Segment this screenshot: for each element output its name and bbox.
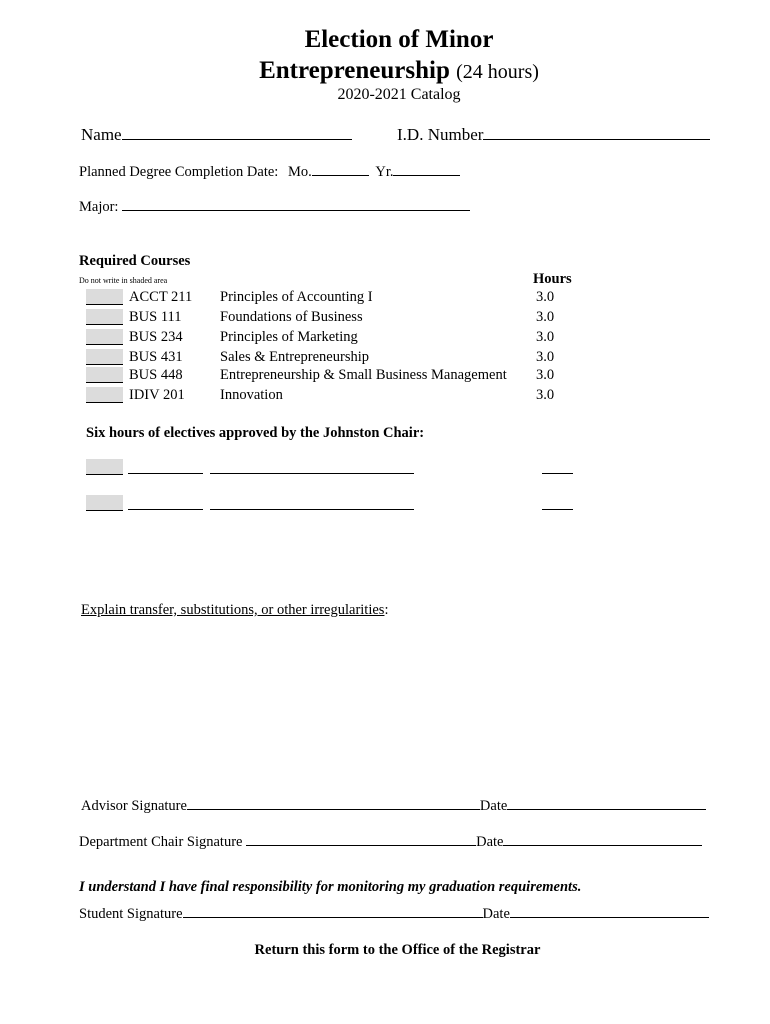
id-row bbox=[397, 125, 710, 145]
course-code: BUS 234 bbox=[129, 329, 183, 345]
month-field[interactable] bbox=[312, 175, 369, 176]
student-signature-row bbox=[79, 906, 709, 923]
course-hours: 3.0 bbox=[536, 367, 555, 383]
advisor-signature-row bbox=[81, 798, 706, 815]
electives-heading: Six hours of electives approved by the Johnston Chair: bbox=[86, 425, 425, 441]
shaded-box bbox=[86, 387, 123, 403]
year-label: Yr. bbox=[375, 164, 394, 180]
irregularities-colon: : bbox=[384, 602, 389, 618]
minor-title: Entrepreneurship bbox=[259, 57, 450, 84]
course-hours: 3.0 bbox=[536, 329, 555, 345]
name-row bbox=[81, 125, 352, 145]
date-label: Date bbox=[479, 798, 508, 814]
shaded-box bbox=[86, 459, 123, 475]
shaded-box bbox=[86, 349, 123, 365]
shaded-box bbox=[86, 309, 123, 325]
elective-code-field[interactable] bbox=[128, 473, 203, 474]
student-date-field[interactable] bbox=[510, 917, 709, 918]
elective-code-field[interactable] bbox=[128, 509, 203, 510]
required-courses-heading: Required Courses bbox=[79, 253, 191, 269]
course-code: BUS 448 bbox=[129, 367, 183, 383]
catalog-year: 2020-2021 Catalog bbox=[337, 86, 461, 103]
id-number-field[interactable] bbox=[483, 139, 710, 140]
advisor-date-field[interactable] bbox=[507, 809, 706, 810]
course-code: IDIV 201 bbox=[129, 387, 185, 403]
minor-name bbox=[0, 57, 770, 85]
chair-signature-field[interactable] bbox=[246, 845, 476, 846]
advisor-signature-label: Advisor Signature bbox=[81, 798, 187, 814]
chair-signature-label: Department Chair Signature bbox=[79, 834, 243, 850]
shaded-box bbox=[86, 329, 123, 345]
name-label: Name bbox=[81, 125, 122, 144]
return-instructions: Return this form to the Office of the Registrar bbox=[254, 942, 541, 958]
completion-row bbox=[79, 164, 460, 181]
course-title: Principles of Accounting I bbox=[220, 289, 373, 305]
hours-header: Hours bbox=[533, 271, 572, 287]
minor-hours: (24 hours) bbox=[456, 61, 539, 83]
major-label: Major: bbox=[79, 199, 119, 215]
chair-date-field[interactable] bbox=[503, 845, 702, 846]
month-label: Mo. bbox=[287, 164, 312, 180]
name-field[interactable] bbox=[122, 139, 352, 140]
responsibility-statement: I understand I have final responsibility for monitoring my graduation requirements. bbox=[79, 879, 582, 895]
date-label: Date bbox=[482, 906, 510, 922]
student-signature-label: Student Signature bbox=[79, 906, 183, 922]
course-title: Innovation bbox=[220, 387, 283, 403]
course-hours: 3.0 bbox=[536, 387, 555, 403]
irregularities-row bbox=[81, 602, 388, 619]
shaded-box bbox=[86, 495, 123, 511]
shaded-box bbox=[86, 289, 123, 305]
shaded-box bbox=[86, 367, 123, 383]
course-code: BUS 431 bbox=[129, 349, 183, 365]
major-field[interactable] bbox=[122, 210, 470, 211]
course-title: Foundations of Business bbox=[220, 309, 363, 325]
course-hours: 3.0 bbox=[536, 289, 555, 305]
chair-signature-row bbox=[79, 834, 702, 851]
completion-label: Planned Degree Completion Date: bbox=[79, 164, 279, 180]
elective-title-field[interactable] bbox=[210, 509, 414, 510]
id-label: I.D. Number bbox=[397, 125, 484, 144]
irregularities-label: Explain transfer, substitutions, or other irregularities bbox=[81, 602, 385, 618]
elective-hours-field[interactable] bbox=[542, 473, 573, 474]
course-hours: 3.0 bbox=[536, 309, 555, 325]
course-code: ACCT 211 bbox=[129, 289, 193, 305]
major-row bbox=[79, 199, 470, 216]
course-title: Principles of Marketing bbox=[220, 329, 358, 345]
form-title: Election of Minor bbox=[304, 26, 494, 53]
shaded-area-note: Do not write in shaded area bbox=[79, 276, 168, 285]
elective-title-field[interactable] bbox=[210, 473, 414, 474]
student-signature-field[interactable] bbox=[183, 917, 483, 918]
irregularities-area[interactable] bbox=[79, 625, 719, 785]
course-code: BUS 111 bbox=[129, 309, 182, 325]
date-label: Date bbox=[476, 834, 504, 850]
advisor-signature-field[interactable] bbox=[187, 809, 480, 810]
year-field[interactable] bbox=[393, 175, 460, 176]
course-hours: 3.0 bbox=[536, 349, 555, 365]
course-title: Sales & Entrepreneurship bbox=[220, 349, 369, 365]
elective-hours-field[interactable] bbox=[542, 509, 573, 510]
course-title: Entrepreneurship & Small Business Management bbox=[220, 367, 507, 383]
